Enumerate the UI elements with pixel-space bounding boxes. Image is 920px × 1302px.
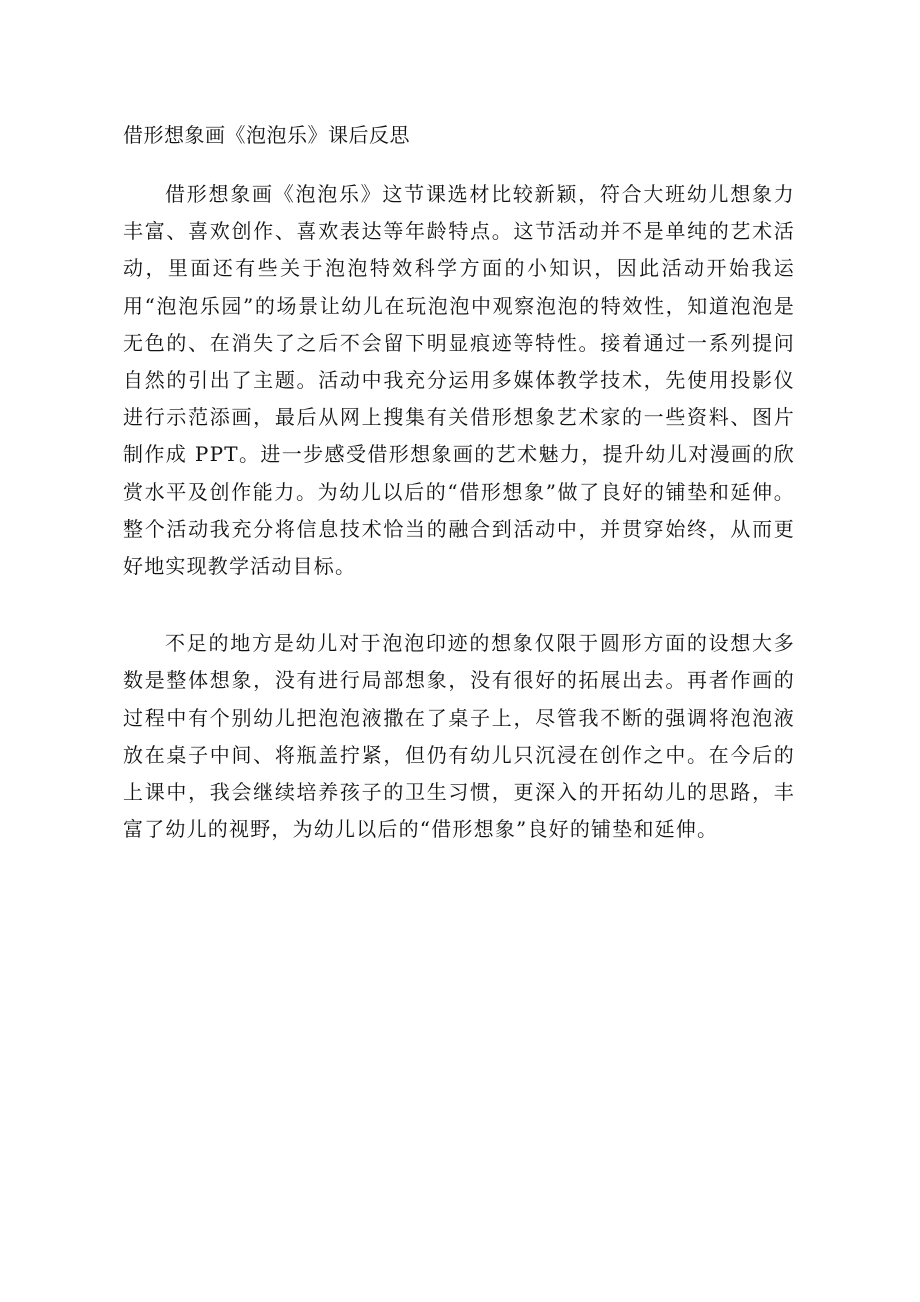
paragraph-reflection-strengths: 借形想象画《泡泡乐》这节课选材比较新颖，符合大班幼儿想象力丰富、喜欢创作、喜欢表达等年龄特点。这节活动并不是单纯的艺术活动，里面还有些关于泡泡特效科学方面的小知识，因此活动开始我运用“泡泡乐园”的场景让幼儿在玩泡泡中观察泡泡的特效性，知道泡泡是无色的、在消失了之后不会留下明显痕迹等特性。接着通过一系列提问自然的引出了主题。活动中我充分运用多媒体教学技术，先使用投影仪进行示范添画，最后从网上搜集有关借形想象艺术家的一些资料、图片制作成 PPT。进一步感受借形想象画的艺术魅力，提升幼儿对漫画的欣赏水平及创作能力。为幼儿以后的“借形想象”做了良好的铺垫和延伸。整个活动我充分将信息技术恰当的融合到活动中，并贯穿始终，从而更好地实现教学活动目标。 [123, 182, 795, 579]
paragraph-reflection-shortcomings: 不足的地方是幼儿对于泡泡印迹的想象仅限于圆形方面的设想大多数是整体想象，没有进行局部想象，没有很好的拓展出去。再者作画的过程中有个别幼儿把泡泡液撒在了桌子上，尽管我不断的强调将泡泡液放在桌子中间、将瓶盖拧紧，但仍有幼儿只沉浸在创作之中。在今后的上课中，我会继续培养孩子的卫生习惯，更深入的开拓幼儿的思路，丰富了幼儿的视野，为幼儿以后的“借形想象”良好的铺垫和延伸。 [123, 631, 795, 842]
document-title: 借形想象画《泡泡乐》课后反思 [123, 123, 410, 147]
document-body [123, 114, 795, 848]
